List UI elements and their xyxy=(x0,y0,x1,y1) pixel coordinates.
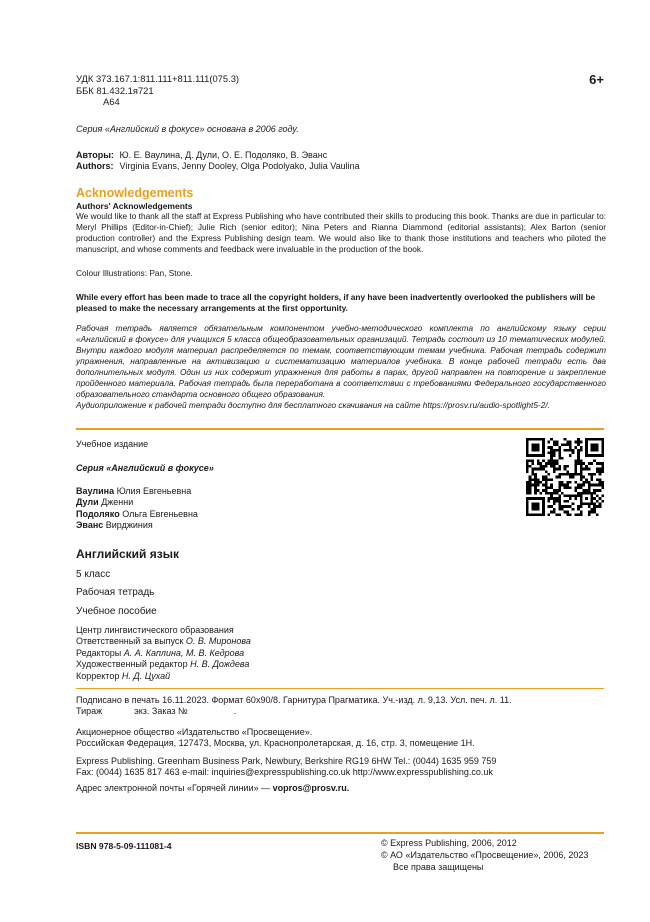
author-entry: Эванс Вирджиния xyxy=(76,520,153,531)
series-note: Серия «Английский в фокусе» основана в 2006 году. xyxy=(76,124,299,134)
book-type: Рабочая тетрадь xyxy=(76,587,155,598)
colour-illustrations: Colour Illustrations: Pan, Stone. xyxy=(76,268,193,278)
tirazh-line: Тираж экз. Заказ № . xyxy=(76,706,237,717)
responsible-line: Ответственный за выпуск О. В. Миронова xyxy=(76,636,251,647)
author-entry: Ваулина Юлия Евгеньевна xyxy=(76,486,192,496)
authors-block xyxy=(76,150,596,173)
hotline-line: Адрес электронной почты «Горячей линии» — vopros@prosv.ru. xyxy=(76,783,350,793)
divider-bottom xyxy=(76,832,604,834)
copyright-prosv: © АО «Издательство «Просвещение», 2006, 2023 xyxy=(381,849,589,860)
grade: 5 класс xyxy=(76,569,111,580)
acknowledgements-subtitle: Authors' Acknowledgements xyxy=(76,201,193,211)
subject-title: Английский язык xyxy=(76,547,179,561)
isbn: ISBN 978-5-09-111081-4 xyxy=(76,841,172,851)
bbk-line: ББК 81.432.1я721 xyxy=(76,84,154,96)
corrector-line: Корректор Н. Д. Цухай xyxy=(76,670,171,681)
copyright-block xyxy=(381,838,588,873)
art-editor-line: Художественный редактор Н. В. Дождева xyxy=(76,659,250,670)
authors-ru-names: Ю. Е. Ваулина, Д. Дули, О. Е. Подоляко, В. Эванс xyxy=(119,150,328,160)
hotline-email[interactable]: vopros@prosv.ru. xyxy=(272,783,350,793)
edition-series: Серия «Английский в фокусе» xyxy=(76,463,214,473)
signed-line: Подписано в печать 16.11.2023. Формат 60x90/8. Гарнитура Прагматика. Уч.-изд. л. 9,13. Усл. печ. л. 11. xyxy=(76,695,512,705)
description xyxy=(76,323,606,411)
acknowledgements-title: Acknowledgements xyxy=(76,186,194,200)
authors-list xyxy=(76,486,198,532)
authors-en-names: Virginia Evans, Jenny Dooley, Olga Podolyako, Julia Vaulina xyxy=(119,161,360,172)
author-mark: А64 xyxy=(103,96,120,108)
editors-line: Редакторы А. А. Каплина, М. В. Кедрова xyxy=(76,647,245,658)
author-entry: Дули Дженни xyxy=(76,497,134,508)
description-text: Рабочая тетрадь является обязательным компонентом учебно-методического комплекта по английскому языку серии «Английский в фокусе» для учащихся 5 класса общеобразовательных организаций. Тетрадь состоит из 10 тематических модулей. Внутри каждого модуля материал распределяется по темам, соответствующим темам учебника. Рабочая тетрадь содержит упражнения, направленные на активизацию и систематизацию материалов учебника. В конце рабочей тетради есть два дополнительных модуля. Один из них содержит упражнения для работы в парах, другой направлен на повторение и закрепление пройденного материала. Рабочая тетрадь была переработана в соответствии с требованиями Федерального государственного образовательного стандарта основного общего образования. xyxy=(76,323,606,399)
authors-en-label: Authors: xyxy=(76,161,114,172)
qr-code-icon[interactable] xyxy=(526,438,604,516)
edition-type: Учебное издание xyxy=(76,439,149,449)
acknowledgements-body: We would like to thank all the staff at Express Publishing who have contributed their skills to producing this book. Thanks are due in particular to: Meryl Phillips (Editor-in-Chief); Julie Rich (senior editor); Nina Peters and Rianna Diammond (editorial assistants); Alex Barton (senior production controller) and the Express Publishing design team. We would also like to thank those institutions and teachers who piloted the manuscript, and whose comments and feedback were invaluable in the production of the book. xyxy=(76,211,606,254)
udk-line: УДК 373.167.1:811.111+811.111(075.3) xyxy=(76,73,240,84)
express-publishing: Express Publishing. Greenham Business Park, Newbury, Berkshire RG19 6HW Tel.: (0044) 1635 959 759 Fax: (0044) 1635 817 463 e-mail: inquiries@expresspublishing.co.uk http://www.expresspublishing.co.uk xyxy=(76,756,497,778)
udk-block xyxy=(76,73,239,108)
rights-reserved: Все права защищены xyxy=(393,861,484,872)
divider-top xyxy=(76,428,604,430)
manual-type: Учебное пособие xyxy=(76,606,157,617)
center-line: Центр лингвистического образования xyxy=(76,625,234,635)
copyright-note: While every effort has been made to trace all the copyright holders, if any have been inadvertently overlooked the publishers will be pleased to make the necessary arrangements at the first opportunity. xyxy=(76,292,596,313)
printing-block xyxy=(76,695,606,718)
audio-note: Аудиоприложение к рабочей тетради доступно для бесплатного скачивания на сайте https://prosv.ru/audio-spotlight5-2/. xyxy=(76,400,550,410)
author-entry: Подоляко Ольга Евгеньевна xyxy=(76,508,198,519)
copyright-express: © Express Publishing, 2006, 2012 xyxy=(381,838,517,848)
credits-block xyxy=(76,625,251,682)
authors-ru-label: Авторы: xyxy=(76,150,114,160)
publisher-org: Акционерное общество «Издательство «Просвещение». Российская Федерация, 127473, Москва, ул. Краснопролетарская, д. 16, стр. 3, помещение 1Н. xyxy=(76,727,475,749)
divider-mid xyxy=(76,688,604,689)
age-rating: 6+ xyxy=(589,72,604,87)
